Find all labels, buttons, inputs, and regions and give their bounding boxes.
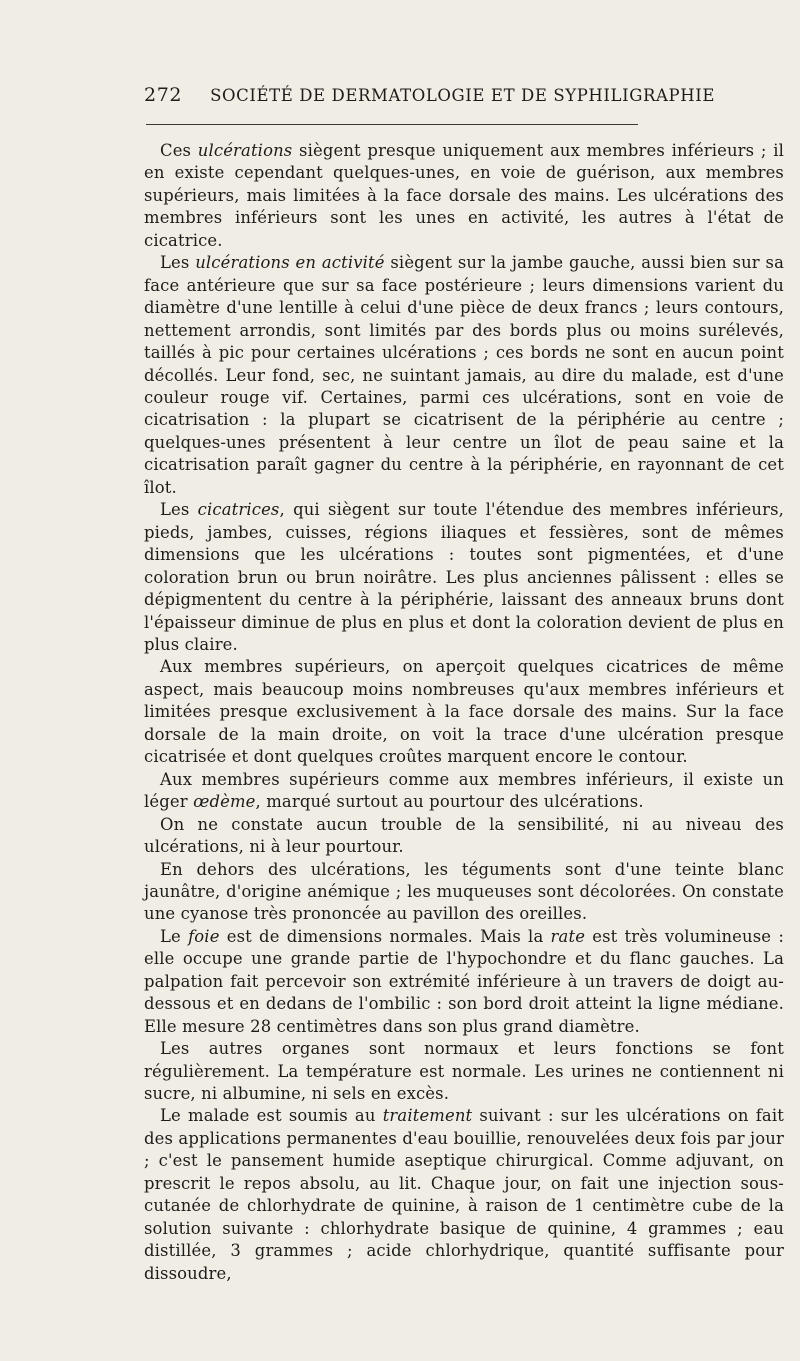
body-text — [144, 140, 784, 1285]
paragraph: On ne constate aucun trouble de la sensibilité, ni au niveau des ulcérations, ni à leur pourtour. — [144, 814, 784, 857]
paragraph: En dehors des ulcérations, les téguments sont d'une teinte blanc jaunâtre, d'origine anémique ; les muqueuses sont décolorées. On constate une cyanose très prononcée au pavillon des oreilles. — [144, 859, 784, 924]
paragraph: Aux membres supérieurs, on aperçoit quelques cicatrices de même aspect, mais beaucoup moins nombreuses qu'aux membres inférieurs et limitées presque exclusivement à la face dorsale des mains. Sur la face dorsale de la main droite, on voit la trace d'une ulcération presque cicatrisée et dont quelques croûtes marquent encore le contour. — [144, 657, 784, 767]
journal-title: SOCIÉTÉ DE DERMATOLOGIE ET DE SYPHILIGRAPHIE — [210, 86, 715, 105]
paragraph: Les ulcérations en activité siègent sur la jambe gauche, aussi bien sur sa face antérieure que sur sa face postérieure ; leurs dimensions varient du diamètre d'une lentille à celui d'une pièce de deux francs ; leurs contours, nettement arrondis, sont limités par des bords plus ou moins surélevés, taillés à pic pour certaines ulcérations ; ces bords ne sont en aucun point décollés. Leur fond, sec, ne suintant jamais, au dire du malade, est d'une couleur rouge vif. Certaines, parmi ces ulcérations, sont en voie de cicatrisation : la plupart se cicatrisent de la périphérie au centre ; quelques-unes présentent à leur centre un îlot de peau saine et la cicatrisation paraît gagner du centre à la périphérie, en rayonnant de cet îlot. — [144, 253, 784, 497]
paragraph: Les cicatrices, qui siègent sur toute l'étendue des membres inférieurs, pieds, jambes, cuisses, régions iliaques et fessières, sont de mêmes dimensions que les ulcérations : toutes sont pigmentées, et d'une coloration brun ou brun noirâtre. Les plus anciennes pâlissent : elles se dépigmentent du centre à la périphérie, laissant des anneaux bruns dont l'épaisseur diminue de plus en plus et dont la coloration devient de plus en plus claire. — [144, 500, 784, 654]
running-head — [144, 84, 784, 106]
header-rule — [146, 124, 638, 125]
paragraph: Ces ulcérations siègent presque uniquement aux membres inférieurs ; il en existe cependant quelques-unes, en voie de guérison, aux membres supérieurs, mais limitées à la face dorsale des mains. Les ulcérations des membres inférieurs sont les unes en activité, les autres à l'état de cicatrice. — [144, 141, 784, 250]
paragraph: Aux membres supérieurs comme aux membres inférieurs, il existe un léger œdème, marqué surtout au pourtour des ulcérations. — [144, 769, 784, 812]
paragraph: Le malade est soumis au traitement suivant : sur les ulcérations on fait des applications permanentes d'eau bouillie, renouvelées deux fois par jour ; c'est le pansement humide aseptique chirurgical. Comme adjuvant, on prescrit le repos absolu, au lit. Chaque jour, on fait une injection sous-cutanée de chlorhydrate de quinine, à raison de 1 centimètre cube de la solution suivante : chlorhydrate basique de quinine, 4 grammes ; eau distillée, 3 grammes ; acide chlorhydrique, quantité suffisante pour dissoudre, — [144, 1106, 784, 1283]
paragraph: Les autres organes sont normaux et leurs fonctions se font régulièrement. La température est normale. Les urines ne contiennent ni sucre, ni albumine, ni sels en excès. — [144, 1039, 784, 1104]
page-number: 272 — [144, 84, 183, 106]
paragraph: Le foie est de dimensions normales. Mais la rate est très volumineuse : elle occupe une grande partie de l'hypochondre et du flanc gauches. La palpation fait percevoir son extrémité inférieure à un travers de doigt au-dessous et en dedans de l'ombilic : son bord droit atteint la ligne médiane. Elle mesure 28 centimètres dans son plus grand diamètre. — [144, 926, 784, 1036]
